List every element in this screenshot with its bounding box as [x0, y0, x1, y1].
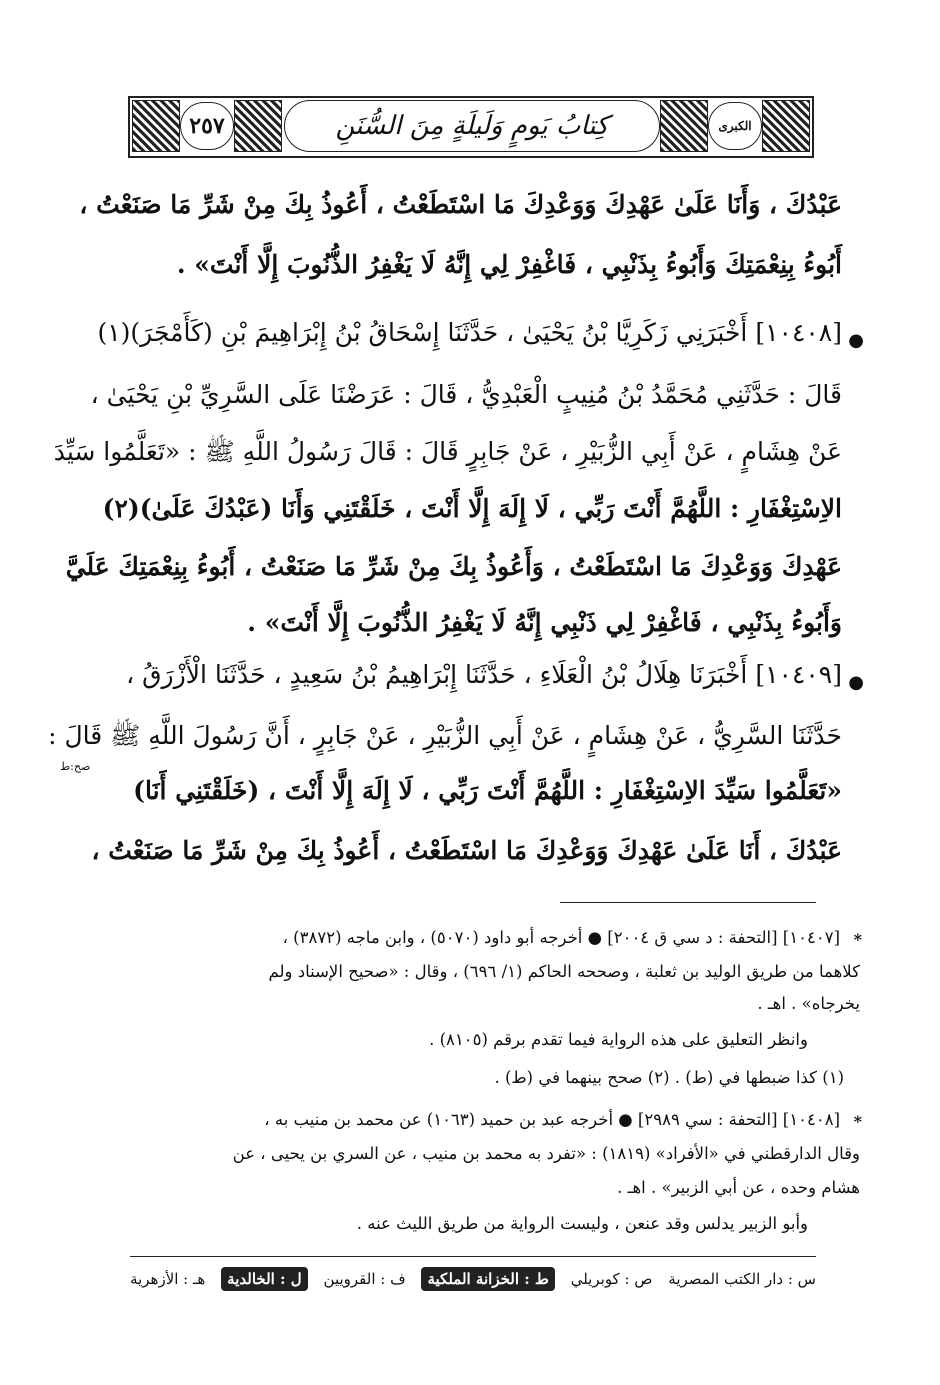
page-number: ٢٥٧ [180, 102, 234, 150]
text-line: عَنْ هِشَامٍ ، عَنْ أَبِي الزُّبَيْرِ ، عَنْ جَابِرٍ قَالَ : قَالَ رَسُولُ اللَّهِ ﷺ : «تَعَلَّمُوا سَيِّدَ [53, 437, 842, 466]
note-line: [١٠٤٠٨] [التحفة : سي ٢٩٨٩] ● أخرجه عبد بن حميد (١٠٦٣) عن محمد بن منيب به ، [264, 1110, 840, 1129]
text-line: عَهْدِكَ وَوَعْدِكَ مَا اسْتَطَعْتُ ، وَأَعُوذُ بِكَ مِنْ شَرِّ مَا صَنَعْتُ ، أَبُوءُ بِنِعْمَتِكَ عَلَيَّ [65, 552, 842, 581]
legend-item: هـ : الأزهرية [130, 1270, 206, 1288]
star-icon: * [853, 1112, 862, 1131]
footnote-divider [560, 902, 816, 903]
bullet-icon: ● [848, 330, 864, 351]
manuscript-legend [130, 1262, 816, 1296]
bullet-icon: ● [848, 672, 864, 693]
text-line: أَبُوءُ بِنِعْمَتِكَ وَأَبُوءُ بِذَنْبِي ، فَاغْفِرْ لِي إِنَّهُ لَا يَغْفِرُ الذُّنُوبَ إِلَّا أَنْتَ» . [176, 250, 842, 279]
note-line: وأبو الزبير يدلس وقد عنعن ، وليست الرواية من طريق الليث عنه . [356, 1214, 808, 1233]
book-title: كِتابُ يَومٍ وَلَيلَةٍ مِنَ السُّنَنِ [284, 100, 660, 152]
text-line: الاِسْتِغْفَارِ : اللَّهُمَّ أَنْتَ رَبِّي ، لَا إِلَهَ إِلَّا أَنْتَ ، خَلَقْتَنِي وَأَنَا (عَبْدُكَ عَلَىٰ)(٢) [102, 494, 842, 523]
hadith-10408-line: [١٠٤٠٨] أَخْبَرَنِي زَكَرِيَّا بْنُ يَحْيَىٰ ، حَدَّثَنَا إِسْحَاقُ بْنُ إِبْرَاهِيمَ بْنِ (كَأَمْجَرَ)(١) [97, 318, 842, 347]
page-header [128, 96, 814, 158]
note-line: وقال الدارقطني في «الأفراد» (١٨١٩) : «تفرد به محمد بن منيب ، عن السري بن يحيى ، عن [232, 1144, 860, 1163]
legend-item: ص : كوبريلي [570, 1270, 653, 1288]
note-line: يخرجاه» . اهـ . [757, 994, 860, 1013]
text-line: حَدَّثَنَا السَّرِيُّ ، عَنْ هِشَامٍ ، عَنْ أَبِي الزُّبَيْرِ ، عَنْ جَابِرٍ ، أَنَّ رَسُولَ اللَّهِ ﷺ قَالَ : [48, 721, 842, 750]
legend-item: س : دار الكتب المصرية [668, 1270, 816, 1288]
legend-item: ل : الخالدية [221, 1267, 308, 1291]
text-line: عَبْدُكَ ، أَنَا عَلَىٰ عَهْدِكَ وَوَعْدِكَ مَا اسْتَطَعْتُ ، أَعُوذُ بِكَ مِنْ شَرِّ مَا صَنَعْتُ ، [91, 836, 842, 865]
text-line: «تَعَلَّمُوا سَيِّدَ الاِسْتِغْفَارِ : اللَّهُمَّ أَنْتَ رَبِّي ، لَا إِلَهَ إِلَّا أَنْتَ ، (خَلَقْتَنِي أَنَا) [133, 776, 842, 805]
ornament-icon [234, 100, 282, 152]
note-line: (١) كذا ضبطها في (ط) . (٢) صحح بينهما في (ط) . [494, 1068, 844, 1087]
note-line: وانظر التعليق على هذه الرواية فيما تقدم برقم (٨١٠٥) . [429, 1030, 808, 1049]
note-line: كلاهما من طريق الوليد بن ثعلبة ، وصححه الحاكم (١/ ٦٩٦) ، وقال : «صحيح الإسناد ولم [268, 962, 860, 981]
note-line: هشام وحده ، عن أبي الزبير» . اهـ . [617, 1178, 860, 1197]
ornament-icon [132, 100, 180, 152]
margin-note: صح:ط [60, 760, 91, 773]
star-icon: * [853, 930, 862, 949]
text-line: قَالَ : حَدَّثَنِي مُحَمَّدُ بْنُ مُنِيبٍ الْعَبْدِيُّ ، قَالَ : عَرَضْنَا عَلَى السَّرِيِّ بْنِ يَحْيَىٰ ، [90, 380, 842, 409]
legend-item: ف : القرويين [323, 1270, 406, 1288]
legend-item: ط : الخزانة الملكية [421, 1267, 554, 1291]
hadith-10409-line: [١٠٤٠٩] أَخْبَرَنَا هِلَالُ بْنُ الْعَلَاءِ ، حَدَّثَنَا إِبْرَاهِيمُ بْنُ سَعِيدٍ ، حَدَّثَنَا الْأَزْرَقُ ، [126, 660, 842, 689]
text-line: وَأَبُوءُ بِذَنْبِي ، فَاغْفِرْ لِي ذَنْبِي إِنَّهُ لَا يَغْفِرُ الذُّنُوبَ إِلَّا أَنْتَ» . [247, 608, 842, 637]
text-line: عَبْدُكَ ، وَأَنَا عَلَىٰ عَهْدِكَ وَوَعْدِكَ مَا اسْتَطَعْتُ ، أَعُوذُ بِكَ مِنْ شَرِّ مَا صَنَعْتُ ، [79, 190, 842, 219]
ornament-icon [660, 100, 708, 152]
ornament-icon [762, 100, 810, 152]
legend-divider [130, 1256, 816, 1257]
book-logo: الكبرى [708, 102, 762, 150]
note-line: [١٠٤٠٧] [التحفة : د سي ق ٢٠٠٤] ● أخرجه أبو داود (٥٠٧٠) ، وابن ماجه (٣٨٧٢) ، [282, 928, 840, 947]
